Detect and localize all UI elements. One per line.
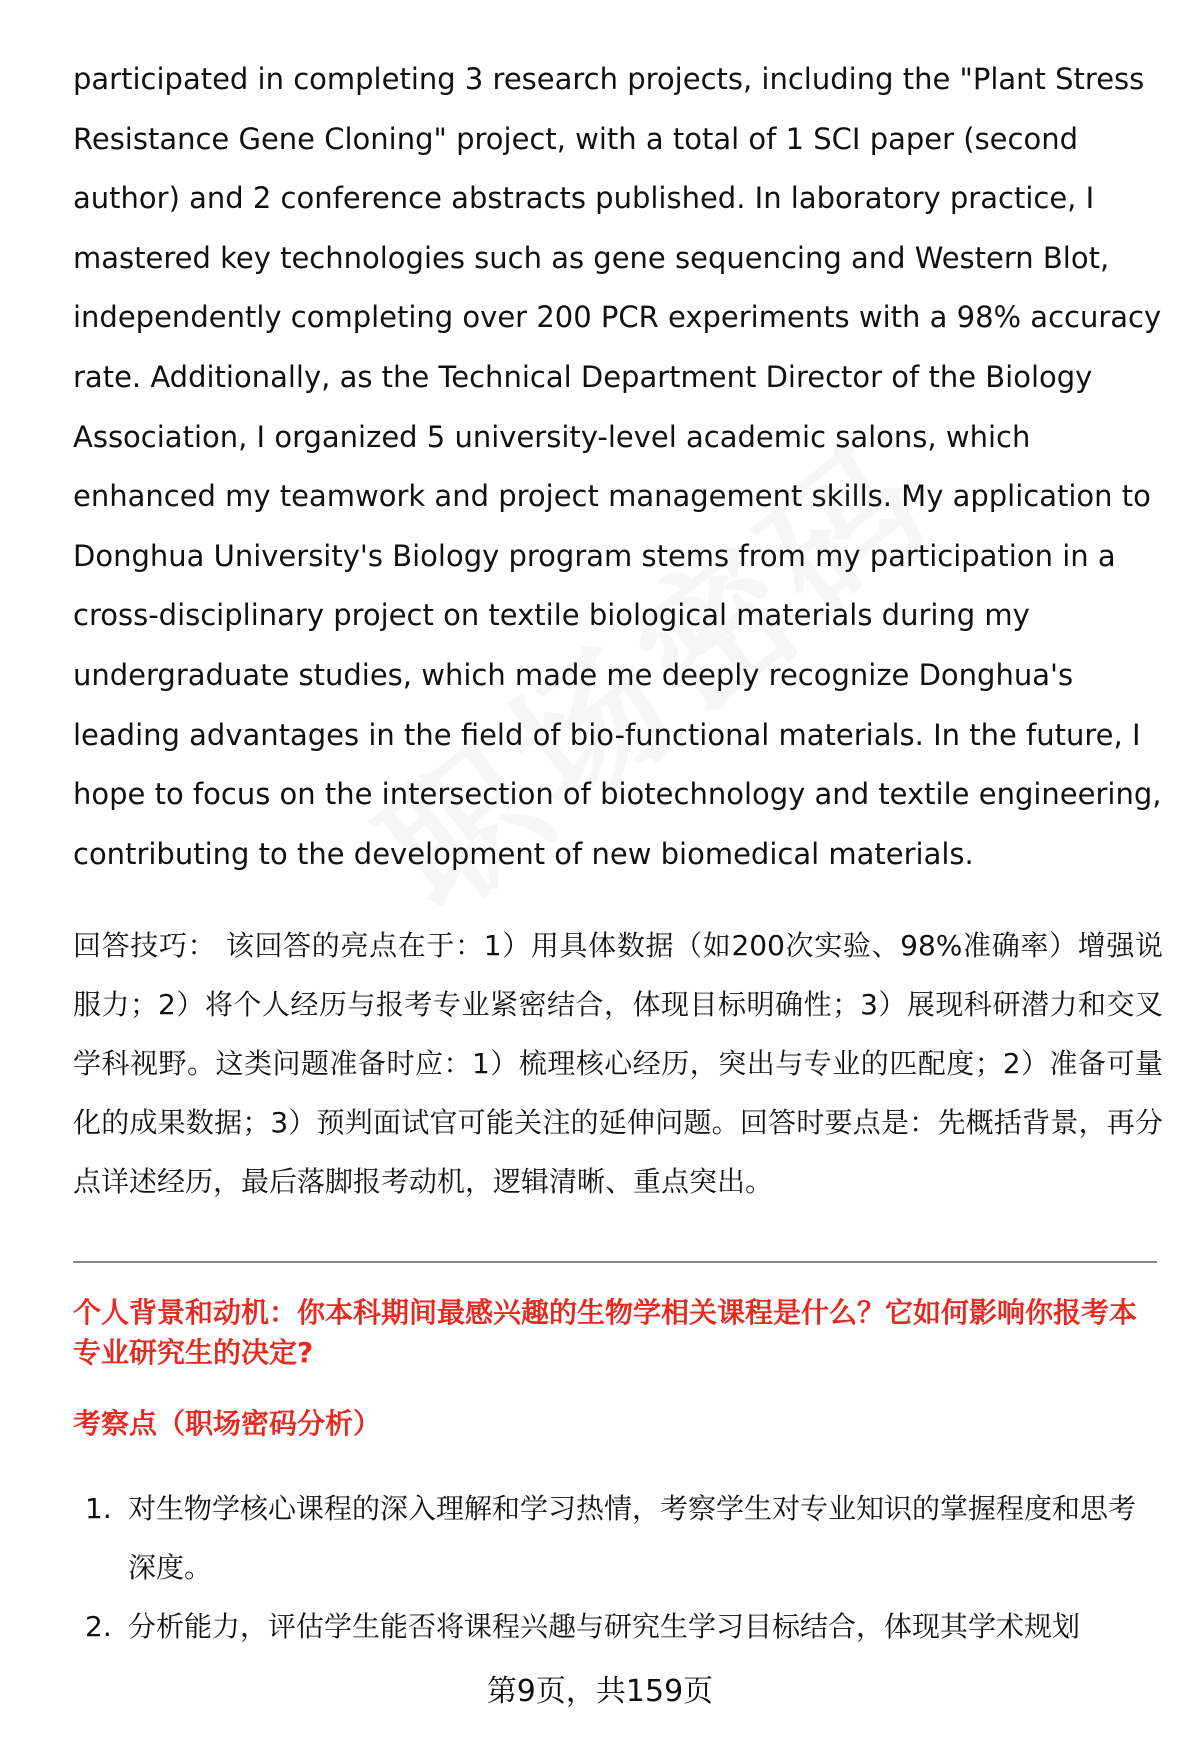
question-title: 个人背景和动机：你本科期间最感兴趣的生物学相关课程是什么？它如何影响你报考本专业研究生的决定? bbox=[73, 1296, 1138, 1369]
list-item-text: 对生物学核心课程的深入理解和学习热情，考察学生对专业知识的掌握程度和思考深度。 bbox=[128, 1492, 1137, 1584]
answer-paragraph: participated in completing 3 research projects, including the "Plant Stress Resistance Gene Cloning" project, with a total of 1 SCI paper (second author) and 2 conference abstracts published. In laboratory practice, I mastered key technologies such as gene sequencing and Western Blot, independently completing over 200 PCR experiments with a 98% accuracy rate. Additionally, as the Technical Department Director of the Biology Association, I organized 5 university-level academic salons, which enhanced my teamwork and project management skills. My application to Donghua University's Biology program stems from my participation in a cross-disciplinary project on textile biological materials during my undergraduate studies, which made me deeply recognize Donghua's leading advantages in the field of bio-functional materials. In the future, I hope to focus on the intersection of biotechnology and textile engineering, contributing to the development of new biomedical materials. bbox=[73, 62, 1162, 871]
assessment-points-heading: 考察点（职场密码分析） bbox=[73, 1407, 382, 1440]
list-item-text: 分析能力，评估学生能否将课程兴趣与研究生学习目标结合，体现其学术规划 bbox=[128, 1610, 1081, 1643]
answer-tips-paragraph: 回答技巧： 该回答的亮点在于：1）用具体数据（如200次实验、98%准确率）增强说服力；2）将个人经历与报考专业紧密结合，体现目标明确性；3）展现科研潜力和交叉学科视野。这类问题准备时应：1）梳理核心经历，突出与专业的匹配度；2）准备可量化的成果数据；3）预判面试官可能关注的延伸问题。回答时要点是：先概括背景，再分点详述经历，最后落脚报考动机，逻辑清晰、重点突出。 bbox=[73, 929, 1163, 1198]
list-item bbox=[73, 1479, 1163, 1597]
page-footer: 第9页，共159页 bbox=[486, 1674, 714, 1709]
assessment-points-list bbox=[73, 1479, 1163, 1656]
list-item bbox=[73, 1597, 1163, 1656]
section-divider bbox=[73, 1261, 1157, 1263]
list-item-number: 2. bbox=[85, 1610, 112, 1643]
list-item-number: 1. bbox=[85, 1492, 112, 1525]
